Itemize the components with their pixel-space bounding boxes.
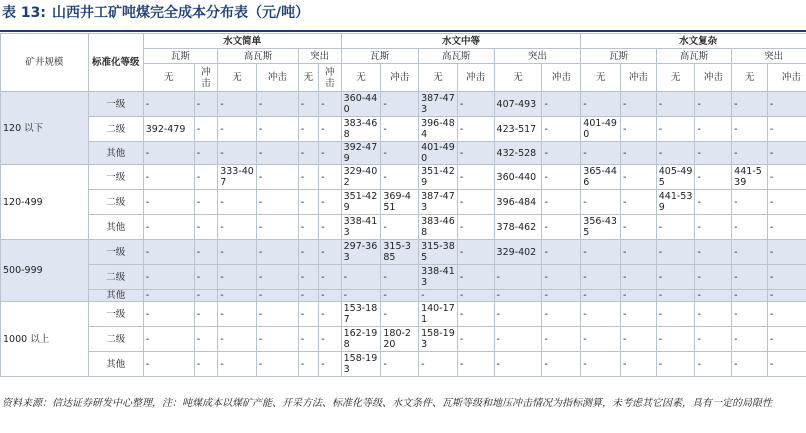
cost-cell: -	[621, 302, 657, 327]
cost-cell: -	[621, 290, 657, 302]
cost-cell: -	[298, 142, 318, 165]
cost-cell: -	[767, 352, 806, 377]
cost-cell: -	[194, 190, 217, 215]
cost-cell: 405-495	[656, 165, 695, 190]
cost-cell: -	[656, 327, 695, 352]
cost-cell: 401-490	[581, 117, 621, 142]
cost-cell: 392-479	[341, 142, 381, 165]
cost-cell: -	[656, 92, 695, 117]
cost-cell: -	[621, 165, 657, 190]
cost-cell: -	[695, 240, 732, 265]
cost-cell: 351-429	[341, 190, 381, 215]
table-number: 表 13:	[2, 5, 46, 21]
cost-cell: 356-435	[581, 215, 621, 240]
cost-cell: 369-451	[381, 190, 419, 215]
cost-cell: -	[194, 352, 217, 377]
cost-cell: -	[381, 165, 419, 190]
cost-cell: -	[194, 142, 217, 165]
cost-cell: -	[319, 327, 342, 352]
grade-cell: 二级	[88, 327, 143, 352]
cost-cell: -	[143, 165, 194, 190]
cost-cell: -	[494, 327, 542, 352]
header-outburst: 突出	[494, 49, 581, 64]
cost-cell: -	[319, 215, 342, 240]
grade-cell: 其他	[88, 142, 143, 165]
cost-cell: -	[542, 92, 581, 117]
cost-cell: -	[381, 92, 419, 117]
cost-cell: -	[194, 165, 217, 190]
cost-cell: -	[381, 142, 419, 165]
cost-cell: -	[767, 215, 806, 240]
cost-cell: -	[457, 265, 494, 290]
cost-cell: -	[256, 117, 298, 142]
cost-cell: -	[542, 302, 581, 327]
header-no-impact: 无	[218, 64, 257, 92]
cost-cell: -	[542, 190, 581, 215]
cost-cell: 360-440	[341, 92, 381, 117]
cost-cell: -	[732, 240, 768, 265]
cost-cell: -	[298, 352, 318, 377]
header-impact: 冲击	[194, 64, 217, 92]
cost-cell: 423-517	[494, 117, 542, 142]
cost-cell: -	[695, 302, 732, 327]
cost-cell: -	[194, 327, 217, 352]
cost-cell: -	[143, 92, 194, 117]
cost-cell: -	[695, 165, 732, 190]
cost-cell: 338-413	[341, 215, 381, 240]
cost-cell: -	[494, 290, 542, 302]
cost-cell: -	[194, 215, 217, 240]
table-row	[1, 117, 806, 142]
cost-cell: -	[457, 327, 494, 352]
cost-cell: -	[143, 290, 194, 302]
cost-cell: 387-473	[419, 190, 458, 215]
grade-cell: 二级	[88, 190, 143, 215]
cost-cell: -	[732, 190, 768, 215]
cost-cell: -	[656, 215, 695, 240]
cost-cell: -	[143, 327, 194, 352]
mine-scale-cell: 120-499	[1, 165, 89, 240]
header-no-impact: 无	[494, 64, 542, 92]
header-impact: 冲击	[767, 64, 806, 92]
header-no-impact: 无	[419, 64, 458, 92]
header-impact: 冲击	[319, 64, 342, 92]
cost-cell: -	[143, 240, 194, 265]
cost-cell: -	[732, 215, 768, 240]
cost-cell: -	[194, 92, 217, 117]
cost-cell: 140-171	[419, 302, 458, 327]
table-caption: 山西井工矿吨煤完全成本分布表（元/吨）	[51, 5, 310, 21]
cost-cell: -	[194, 265, 217, 290]
cost-cell: -	[419, 352, 458, 377]
cost-cell: -	[256, 290, 298, 302]
cost-cell: -	[581, 327, 621, 352]
header-gas: 瓦斯	[581, 49, 656, 64]
cost-cell: 158-193	[341, 352, 381, 377]
cost-cell: -	[256, 327, 298, 352]
cost-cell: -	[298, 265, 318, 290]
cost-cell: -	[218, 290, 257, 302]
cost-cell: -	[457, 92, 494, 117]
table-row	[1, 240, 806, 265]
table-row	[1, 142, 806, 165]
cost-cell: 153-187	[341, 302, 381, 327]
header-group-medium: 水文中等	[341, 34, 581, 49]
cost-cell: 396-484	[419, 117, 458, 142]
cost-cell: -	[319, 302, 342, 327]
cost-cell: -	[656, 352, 695, 377]
cost-cell: -	[581, 142, 621, 165]
cost-cell: -	[695, 290, 732, 302]
cost-cell: -	[457, 165, 494, 190]
grade-cell: 其他	[88, 215, 143, 240]
cost-cell: -	[695, 92, 732, 117]
cost-cell: -	[457, 302, 494, 327]
table-title	[2, 2, 309, 24]
cost-cell: -	[256, 302, 298, 327]
cost-cell: -	[581, 190, 621, 215]
header-no-impact: 无	[656, 64, 695, 92]
grade-cell: 一级	[88, 302, 143, 327]
cost-cell: -	[542, 165, 581, 190]
cost-cell: -	[767, 142, 806, 165]
cost-cell: -	[767, 165, 806, 190]
header-high-gas: 高瓦斯	[218, 49, 299, 64]
header-group-complex: 水文复杂	[581, 34, 806, 49]
cost-cell: -	[581, 92, 621, 117]
cost-cell: -	[621, 117, 657, 142]
cost-cell: -	[494, 265, 542, 290]
table-row	[1, 190, 806, 215]
cost-cell: -	[143, 302, 194, 327]
table-row	[1, 265, 806, 290]
cost-cell: -	[256, 165, 298, 190]
cost-cell: -	[767, 117, 806, 142]
table-row	[1, 215, 806, 240]
header-gas: 瓦斯	[341, 49, 418, 64]
cost-cell: -	[695, 142, 732, 165]
cost-cell: -	[732, 352, 768, 377]
header-high-gas: 高瓦斯	[419, 49, 494, 64]
cost-cell: -	[298, 290, 318, 302]
cost-cell: -	[581, 265, 621, 290]
cost-cell: -	[256, 92, 298, 117]
header-outburst: 突出	[732, 49, 806, 64]
cost-cell: -	[143, 352, 194, 377]
cost-cell: -	[732, 290, 768, 302]
cost-cell: -	[542, 215, 581, 240]
cost-cell: -	[194, 240, 217, 265]
cost-cell: -	[581, 290, 621, 302]
cost-cell: -	[457, 117, 494, 142]
cost-cell: 329-402	[494, 240, 542, 265]
cost-cell: -	[695, 265, 732, 290]
cost-cell: -	[143, 142, 194, 165]
grade-cell: 一级	[88, 240, 143, 265]
header-no-impact: 无	[298, 64, 318, 92]
cost-cell: -	[621, 142, 657, 165]
cost-cell: -	[319, 265, 342, 290]
header-no-impact: 无	[341, 64, 381, 92]
cost-cell: -	[621, 190, 657, 215]
header-impact: 冲击	[621, 64, 657, 92]
cost-cell: -	[457, 290, 494, 302]
cost-cell: -	[218, 117, 257, 142]
cost-cell: -	[298, 190, 318, 215]
cost-cell: -	[767, 265, 806, 290]
cost-cell: 392-479	[143, 117, 194, 142]
cost-cell: -	[218, 352, 257, 377]
cost-cell: -	[767, 302, 806, 327]
cost-cell: -	[319, 142, 342, 165]
cost-cell: -	[621, 92, 657, 117]
cost-cell: -	[656, 302, 695, 327]
cost-distribution-table	[0, 33, 806, 377]
header-impact: 冲击	[381, 64, 419, 92]
table-row	[1, 327, 806, 352]
cost-cell: -	[621, 327, 657, 352]
cost-cell: -	[457, 190, 494, 215]
cost-cell: -	[381, 352, 419, 377]
cost-cell: -	[621, 240, 657, 265]
cost-cell: 333-407	[218, 165, 257, 190]
cost-cell: -	[256, 352, 298, 377]
cost-cell: -	[621, 265, 657, 290]
header-group-simple: 水文简单	[143, 34, 341, 49]
cost-cell: 441-539	[656, 190, 695, 215]
cost-cell: 407-493	[494, 92, 542, 117]
cost-cell: -	[194, 290, 217, 302]
cost-cell: 360-440	[494, 165, 542, 190]
cost-cell: -	[767, 190, 806, 215]
cost-cell: -	[457, 142, 494, 165]
title-rule	[0, 30, 806, 32]
cost-cell: 162-198	[341, 327, 381, 352]
cost-cell: -	[732, 92, 768, 117]
cost-cell: -	[542, 117, 581, 142]
cost-cell: 432-528	[494, 142, 542, 165]
cost-cell: -	[256, 265, 298, 290]
cost-cell: -	[319, 92, 342, 117]
mine-scale-cell: 500-999	[1, 240, 89, 302]
cost-cell: -	[695, 117, 732, 142]
cost-cell: 297-363	[341, 240, 381, 265]
cost-cell: -	[494, 352, 542, 377]
cost-cell: -	[143, 265, 194, 290]
cost-cell: -	[542, 265, 581, 290]
cost-cell: -	[695, 352, 732, 377]
cost-cell: -	[656, 290, 695, 302]
cost-cell: -	[656, 117, 695, 142]
cost-cell: 351-429	[419, 165, 458, 190]
cost-cell: -	[256, 142, 298, 165]
cost-cell: -	[457, 352, 494, 377]
cost-cell: -	[194, 117, 217, 142]
cost-cell: -	[542, 240, 581, 265]
cost-cell: -	[581, 240, 621, 265]
cost-cell: -	[218, 240, 257, 265]
cost-cell: -	[581, 302, 621, 327]
cost-cell: 180-220	[381, 327, 419, 352]
cost-cell: 378-462	[494, 215, 542, 240]
cost-cell: 401-490	[419, 142, 458, 165]
cost-cell: -	[494, 302, 542, 327]
cost-cell: -	[542, 352, 581, 377]
grade-cell: 其他	[88, 352, 143, 377]
cost-cell: -	[581, 352, 621, 377]
cost-cell: -	[381, 117, 419, 142]
header-mine-scale: 矿井规模	[1, 34, 89, 92]
grade-cell: 二级	[88, 117, 143, 142]
cost-cell: 365-446	[581, 165, 621, 190]
header-high-gas: 高瓦斯	[656, 49, 731, 64]
cost-cell: -	[298, 302, 318, 327]
header-no-impact: 无	[143, 64, 194, 92]
cost-cell: -	[381, 302, 419, 327]
cost-cell: -	[256, 240, 298, 265]
cost-cell: -	[319, 165, 342, 190]
cost-cell: -	[542, 327, 581, 352]
cost-cell: -	[319, 290, 342, 302]
cost-cell: 396-484	[494, 190, 542, 215]
cost-cell: -	[621, 215, 657, 240]
cost-cell: -	[767, 327, 806, 352]
cost-cell: -	[298, 117, 318, 142]
cost-cell: -	[256, 215, 298, 240]
cost-cell: -	[732, 142, 768, 165]
header-impact: 冲击	[542, 64, 581, 92]
cost-cell: -	[298, 165, 318, 190]
table-row	[1, 92, 806, 117]
cost-cell: -	[542, 142, 581, 165]
cost-cell: -	[298, 240, 318, 265]
header-impact: 冲击	[457, 64, 494, 92]
cost-cell: 441-539	[732, 165, 768, 190]
cost-cell: -	[695, 215, 732, 240]
cost-cell: -	[143, 190, 194, 215]
source-note: 资料来源：信达证券研发中心整理，注：吨煤成本以煤矿产能、开采方法、标准化等级、水文条件、瓦斯等级和地压冲击情况为指标测算，未考虑其它因素，具有一定的局限性	[2, 398, 772, 409]
cost-cell: -	[218, 142, 257, 165]
cost-cell: -	[319, 190, 342, 215]
cost-cell: -	[218, 327, 257, 352]
cost-cell: -	[319, 117, 342, 142]
cost-cell: -	[732, 117, 768, 142]
header-no-impact: 无	[732, 64, 768, 92]
cost-cell: -	[767, 92, 806, 117]
cost-cell: -	[319, 352, 342, 377]
cost-cell: -	[381, 265, 419, 290]
cost-cell: -	[218, 302, 257, 327]
cost-cell: -	[341, 265, 381, 290]
header-impact: 冲击	[256, 64, 298, 92]
cost-cell: -	[298, 92, 318, 117]
cost-cell: -	[656, 240, 695, 265]
cost-cell: -	[319, 240, 342, 265]
cost-cell: -	[695, 190, 732, 215]
cost-cell: 315-385	[419, 240, 458, 265]
cost-cell: -	[767, 240, 806, 265]
cost-cell: -	[767, 290, 806, 302]
cost-cell: -	[419, 290, 458, 302]
cost-cell: -	[732, 265, 768, 290]
table-row	[1, 290, 806, 302]
grade-cell: 一级	[88, 165, 143, 190]
cost-cell: 383-468	[419, 215, 458, 240]
header-gas: 瓦斯	[143, 49, 217, 64]
cost-cell: -	[656, 265, 695, 290]
cost-cell: -	[143, 215, 194, 240]
cost-cell: -	[621, 352, 657, 377]
table-row	[1, 165, 806, 190]
cost-cell: -	[256, 190, 298, 215]
cost-cell: -	[218, 190, 257, 215]
cost-cell: -	[381, 290, 419, 302]
cost-cell: 315-385	[381, 240, 419, 265]
cost-cell: -	[732, 327, 768, 352]
cost-cell: -	[218, 215, 257, 240]
cost-cell: -	[695, 327, 732, 352]
grade-cell: 其他	[88, 290, 143, 302]
mine-scale-cell: 1000 以上	[1, 302, 89, 377]
mine-scale-cell: 120 以下	[1, 92, 89, 165]
header-no-impact: 无	[581, 64, 621, 92]
cost-cell: 158-193	[419, 327, 458, 352]
grade-cell: 一级	[88, 92, 143, 117]
cost-cell: 329-402	[341, 165, 381, 190]
cost-cell: 383-468	[341, 117, 381, 142]
grade-cell: 二级	[88, 265, 143, 290]
cost-cell: -	[341, 290, 381, 302]
cost-cell: -	[298, 327, 318, 352]
table-row	[1, 302, 806, 327]
cost-cell: -	[732, 302, 768, 327]
header-grade: 标准化等级	[88, 34, 143, 92]
cost-cell: -	[218, 92, 257, 117]
cost-cell: -	[194, 302, 217, 327]
cost-cell: -	[656, 142, 695, 165]
cost-cell: -	[457, 240, 494, 265]
header-outburst: 突出	[298, 49, 341, 64]
cost-cell: -	[457, 215, 494, 240]
cost-cell: -	[381, 215, 419, 240]
cost-cell: 338-413	[419, 265, 458, 290]
table-row	[1, 352, 806, 377]
cost-cell: -	[542, 290, 581, 302]
header-impact: 冲击	[695, 64, 732, 92]
cost-cell: -	[218, 265, 257, 290]
cost-cell: -	[298, 215, 318, 240]
cost-cell: 387-473	[419, 92, 458, 117]
